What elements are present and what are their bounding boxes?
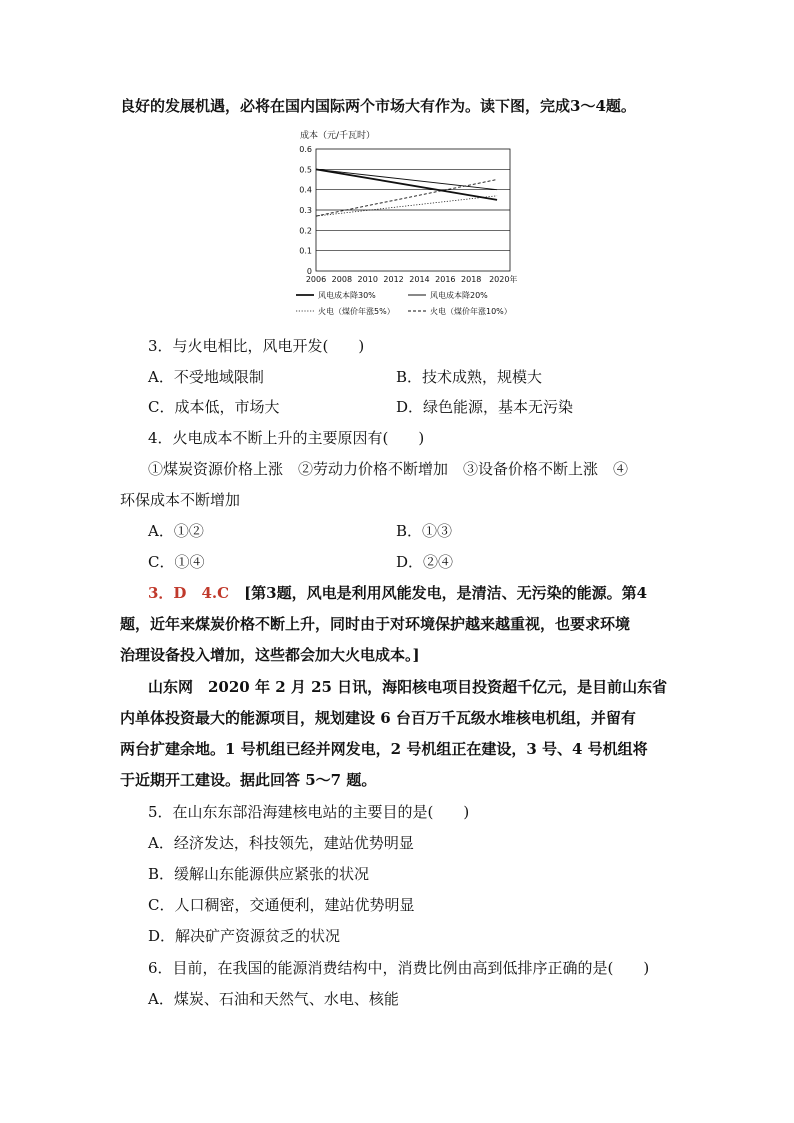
legend-label: 火电（煤价年涨5%） [318, 307, 395, 316]
y-tick-label: 0.4 [299, 185, 312, 195]
x-tick-label: 2010 [357, 275, 378, 284]
chart-grid [316, 149, 510, 271]
q4-option-a: A．①② [148, 522, 204, 540]
y-axis-label: 成本（元/千瓦时） [300, 131, 376, 141]
y-tick-labels [299, 145, 312, 276]
cost-line-chart [288, 126, 538, 326]
q4-items-line2: 环保成本不断增加 [120, 491, 241, 509]
x-tick-label: 2018 [461, 275, 482, 284]
x-tick-label: 2020年 [489, 275, 518, 284]
q4-stem: 4．火电成本不断上升的主要原因有( ) [148, 429, 425, 447]
passage-line3: 两台扩建余地。1 号机组已经并网发电，2 号机组正在建设，3 号、4 号机组将 [120, 740, 648, 758]
answer-line3: 治理设备投入增加，这些都会加大火电成本。] [120, 646, 420, 664]
q5-option-a: A．经济发达，科技领先，建站优势明显 [148, 834, 414, 852]
y-tick-label: 0.3 [299, 206, 312, 215]
x-tick-label: 2012 [383, 275, 404, 284]
passage-line1: 山东网 2020 年 2 月 25 日讯，海阳核电项目投资超千亿元，是目前山东省 [148, 678, 668, 696]
q5-option-d: D．解决矿产资源贫乏的状况 [148, 927, 341, 945]
q3-option-d: D．绿色能源，基本无污染 [396, 398, 574, 416]
y-tick-label: 0.2 [299, 226, 312, 236]
answer-key: 3．D 4.C [148, 584, 230, 602]
q5-option-b: B．缓解山东能源供应紧张的状况 [148, 865, 370, 883]
x-tick-label: 2014 [409, 275, 430, 284]
q3-option-a: A．不受地域限制 [148, 368, 264, 386]
q6-option-a: A．煤炭、石油和天然气、水电、核能 [148, 990, 399, 1008]
x-tick-labels [306, 274, 518, 284]
q3-option-c: C．成本低，市场大 [148, 398, 280, 416]
answer-explanation-start: [第3题，风电是利用风能发电，是清洁、无污染的能源。第4 [244, 584, 648, 602]
q4-option-b: B．①③ [396, 522, 453, 540]
q3-stem: 3．与火电相比，风电开发( ) [148, 337, 365, 355]
x-tick-label: 2016 [435, 275, 456, 284]
series-line-3 [316, 196, 497, 216]
q4-items-line1: ①煤炭资源价格上涨 ②劳动力价格不断增加 ③设备价格不断上涨 ④ [148, 460, 629, 478]
passage-line2: 内单体投资最大的能源项目，规划建设 6 台百万千瓦级水堆核电机组，并留有 [120, 709, 636, 727]
q6-stem: 6．目前，在我国的能源消费结构中，消费比例由高到低排序正确的是( ) [148, 959, 650, 977]
q5-stem: 5．在山东东部沿海建核电站的主要目的是( ) [148, 803, 470, 821]
series-line-2 [316, 169, 497, 189]
q4-option-d: D．②④ [396, 553, 454, 571]
x-tick-label: 2008 [331, 275, 353, 284]
y-tick-label: 0.1 [299, 246, 312, 256]
q4-option-c: C．①④ [148, 553, 205, 571]
legend-label: 风电成本降30% [318, 291, 376, 300]
y-tick-label: 0.5 [299, 165, 312, 175]
answer-line2: 题，近年来煤炭价格不断上升，同时由于对环境保护越来越重视，也要求环境 [120, 615, 631, 633]
q5-option-c: C．人口稠密，交通便利，建站优势明显 [148, 896, 415, 914]
chart-legend [296, 290, 512, 316]
answer-line1 [148, 582, 647, 604]
legend-label: 火电（煤价年涨10%） [430, 307, 512, 316]
passage-line4: 于近期开工建设。据此回答 5～7 题。 [120, 771, 377, 789]
y-tick-label: 0 [306, 267, 312, 276]
y-tick-label: 0.6 [299, 145, 312, 154]
intro-line: 良好的发展机遇，必将在国内国际两个市场大有作为。读下图，完成3～4题。 [120, 97, 636, 115]
legend-label: 风电成本降20% [430, 291, 488, 300]
q3-option-b: B．技术成熟，规模大 [396, 368, 543, 386]
x-tick-label: 2006 [305, 275, 327, 284]
chart-series [316, 169, 497, 216]
